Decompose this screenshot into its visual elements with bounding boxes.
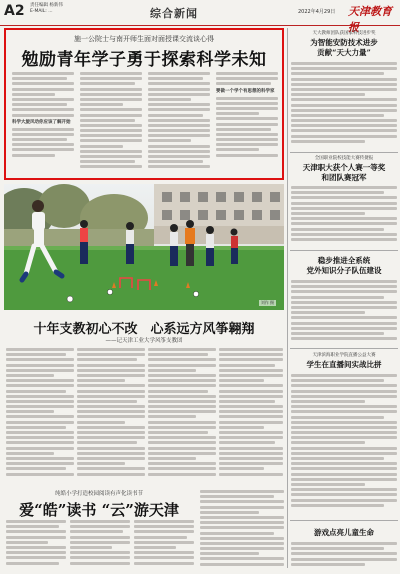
right-story-1-line-2: 贡献“天大力量”: [317, 48, 371, 57]
article-subhead-1: 科学大旋风动你应该了解开始: [12, 119, 71, 125]
story-3-headline[interactable]: 爱“皓”读书 “云”游天津: [19, 501, 179, 519]
right-story-5-body: [291, 542, 397, 570]
story-2-subtitle: ——记天津工业大学风筝支教团: [105, 338, 183, 344]
highlighted-article[interactable]: [4, 28, 284, 180]
right-rule-1: [290, 152, 398, 153]
right-story-2-line-1: 天津职大获个人赛一等奖: [302, 163, 386, 172]
right-story-4-kicker: 天津滨海职业学院直播公益大赛: [312, 353, 376, 358]
article-column-3: [148, 72, 210, 176]
right-story-2-headline[interactable]: [290, 163, 398, 183]
right-story-3-headline[interactable]: [290, 256, 398, 276]
article-column-2: [80, 72, 142, 176]
story-2-headline[interactable]: 十年支教初心不改 心系远方风筝翱翔: [33, 322, 255, 337]
email-line: E-MAIL: ...: [30, 9, 53, 14]
right-story-3-line-1: 稳步推进全系统: [317, 256, 371, 265]
masthead-logo: 天津教育报: [348, 5, 392, 34]
column-divider: [287, 28, 288, 568]
story-2-column-3: [148, 348, 216, 484]
right-story-4-body: [291, 374, 397, 516]
adjacent-article-block: [200, 490, 284, 570]
story-2-column-2: [77, 348, 145, 484]
photo-credit: 刘作 摄: [260, 300, 274, 305]
story-3-kicker: 纯皓小学打造校园阅读有声化读书节: [54, 491, 143, 497]
right-story-5-line-1: 游戏点亮儿童生命: [314, 528, 374, 537]
right-story-3-line-2: 党外知识分子队伍建设: [306, 266, 382, 275]
right-story-2-body: [291, 186, 397, 248]
publication-date: 2022年4月29日: [298, 9, 336, 15]
right-story-4-headline[interactable]: [290, 360, 398, 370]
story-3-column-1: [6, 520, 66, 570]
right-rule-3: [290, 348, 398, 349]
right-story-1-headline[interactable]: [290, 38, 398, 58]
right-rule-2: [290, 250, 398, 251]
page-number: A2: [4, 3, 25, 19]
editor-line: 责任编辑 杨新伟: [30, 3, 63, 8]
article-kicker: 施一公院士与南开师生面对面授课交流谈心得: [74, 35, 214, 43]
story-2-column-1: [6, 348, 74, 484]
story-3-column-2: [70, 520, 130, 570]
sports-photo: [4, 184, 284, 310]
right-story-4-line-1: 学生在直播间实战比拼: [306, 360, 382, 369]
right-story-1-body: [291, 62, 397, 150]
editor-meta: [30, 3, 63, 15]
article-column-1: [12, 72, 74, 176]
sports-photo-illustration: [4, 184, 284, 310]
right-story-2-line-2: 和团队赛冠军: [321, 173, 367, 182]
article-subhead-2: 要做一个学个有思想的科学家: [216, 88, 275, 94]
right-rule-4: [290, 520, 398, 521]
story-3-column-3: [134, 520, 194, 570]
story-2-column-4: [219, 348, 283, 484]
right-story-1-kicker: 天大教师团队获国家科技进步奖: [312, 31, 376, 36]
right-story-1-line-1: 为智能安防技术进步: [310, 38, 378, 47]
right-story-5-headline[interactable]: [290, 528, 398, 538]
section-title: 综合新闻: [150, 7, 198, 20]
right-story-2-kicker: 全国职业院校技能大赛传捷报: [314, 156, 374, 161]
article-headline: 勉励青年学子勇于探索科学未知: [21, 50, 267, 70]
right-story-3-body: [291, 280, 397, 346]
article-column-4: [216, 72, 278, 176]
